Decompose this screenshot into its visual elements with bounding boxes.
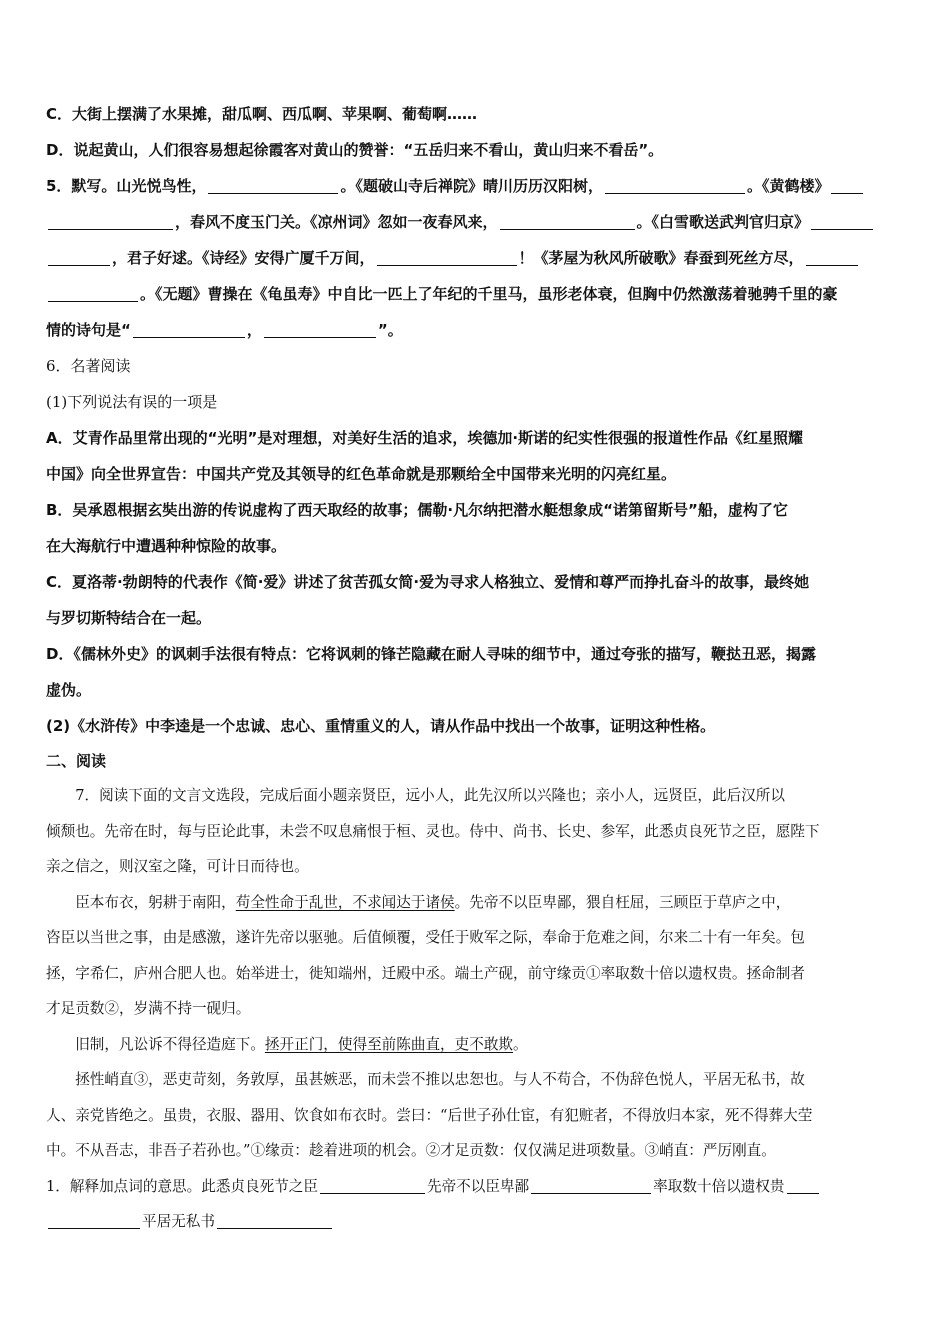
q5-text: ， — [246, 321, 262, 339]
q5-text: 。《无题》曹操在《龟虽寿》中自比一匹上了年纪的千里马，虽形老体衰，但胸中仍然激荡着驰骋千里的豪 — [140, 285, 838, 303]
section-title: 二、阅读 — [46, 752, 107, 770]
q5-line-1 — [46, 168, 908, 204]
q4-option-d: D．说起黄山，人们很容易想起徐霞客对黄山的赞誉：“五岳归来不看山，黄山归来不看岳”。 — [46, 141, 664, 159]
q6-option-c-line-1: C．夏洛蒂·勃朗特的代表作《简·爱》讲述了贫苦孤女简·爱为寻求人格独立、爱情和尊严而挣扎奋斗的故事，最终她 — [46, 573, 810, 591]
q5-line-3 — [46, 240, 908, 276]
q5-text: ”。 — [377, 321, 403, 339]
q5-text: 5．默写。山光悦鸟性， — [46, 177, 207, 195]
answer-blank[interactable] — [531, 1178, 651, 1194]
q6-option-c-line-2: 与罗切斯特结合在一起。 — [46, 609, 212, 627]
q5-text: ，春风不度玉门关。《凉州词》忽如一夜春风来， — [175, 213, 498, 231]
q6-option-b-line-2: 在大海航行中遭遇种种惊险的故事。 — [46, 537, 287, 555]
q5-text: 。《白雪歌送武判官归京》 — [636, 213, 810, 231]
passage-3-line-1 — [46, 1027, 908, 1063]
q5-line-5 — [46, 312, 908, 348]
passage-4-line-2: 人、亲党皆绝之。虽贵，衣服、器用、饮食如布衣时。尝曰：“后世子孙仕宦，有犯赃者，不得放归本家，死不得葬大茔 — [46, 1106, 813, 1124]
question-text: 先帝不以臣卑鄙 — [426, 1177, 530, 1195]
answer-blank[interactable] — [806, 250, 858, 266]
answer-blank[interactable] — [831, 178, 863, 194]
passage-2-line-2: 咨臣以当世之事，由是感激，遂许先帝以驱驰。后值倾覆，受任于败军之际，奉命于危难之间，尔来二十有一年矣。包 — [46, 929, 805, 946]
answer-blank[interactable] — [48, 286, 138, 302]
q4-option-c: C．大街上摆满了水果摊，甜瓜啊、西瓜啊、苹果啊、葡萄啊…… — [46, 105, 478, 123]
passage-text: 。 — [513, 1035, 528, 1053]
q5-line-2 — [46, 204, 908, 240]
exam-page — [46, 96, 908, 1240]
q7-1-line-1 — [46, 1169, 908, 1205]
passage-text: 臣本布衣，躬耕于南阳， — [75, 893, 236, 911]
answer-blank[interactable] — [320, 1178, 425, 1194]
q6-option-b-line-1: B．吴承恩根据玄奘出游的传说虚构了西天取经的故事；儒勒·凡尔纳把潜水艇想象成“诺第留斯号”船，虚构了它 — [46, 501, 788, 519]
q7-line-2: 倾颓也。先帝在时，每与臣论此事，未尝不叹息痛恨于桓、灵也。侍中、尚书、长史、参军，此悉贞良死节之臣，愿陛下 — [46, 822, 820, 840]
q6-option-d-line-2: 虚伪。 — [46, 681, 92, 699]
passage-2-line-3: 拯，字希仁，庐州合肥人也。始举进士，徙知端州，迁殿中丞。端土产砚，前守缘贡①率取数十倍以遗权贵。拯命制者 — [46, 964, 805, 982]
answer-blank[interactable] — [48, 250, 110, 266]
q7-line-3: 亲之信之，则汉室之隆，可计日而待也。 — [46, 858, 309, 875]
q7-line-1: 7．阅读下面的文言文选段，完成后面小题亲贤臣，远小人，此先汉所以兴隆也；亲小人，远贤臣，此后汉所以 — [75, 787, 785, 804]
q6-option-d-line-1: D．《儒林外史》的讽刺手法很有特点：它将讽刺的锋芒隐藏在耐人寻味的细节中，通过夸张的描写，鞭挞丑恶，揭露 — [46, 645, 816, 663]
q6-subquestion-1: (1)下列说法有误的一项是 — [46, 393, 218, 411]
passage-text: 。先帝不以臣卑鄙，猥自枉屈，三顾臣于草庐之中， — [454, 893, 791, 911]
answer-blank[interactable] — [377, 250, 517, 266]
answer-blank[interactable] — [208, 178, 338, 194]
q6-title: 6．名著阅读 — [46, 357, 131, 375]
passage-4-line-1: 拯性峭直③，恶吏苛刻，务敦厚，虽甚嫉恶，而未尝不推以忠恕也。与人不苟合，不伪辞色悦人，平居无私书，故 — [75, 1071, 805, 1088]
question-text: 率取数十倍以遗权贵 — [653, 1177, 785, 1195]
answer-blank[interactable] — [787, 1178, 819, 1194]
answer-blank[interactable] — [133, 322, 245, 338]
passage-text: 旧制，凡讼诉不得径造庭下。 — [75, 1035, 265, 1053]
answer-blank[interactable] — [48, 214, 173, 230]
passage-2-line-1 — [46, 885, 908, 921]
passage-4-line-3: 中。不从吾志，非吾子若孙也。”①缘贡：趁着进项的机会。②才足贡数：仅仅满足进项数量。③峭直：严厉刚直。 — [46, 1142, 776, 1159]
q5-line-4 — [46, 276, 908, 312]
answer-blank[interactable] — [48, 1213, 140, 1229]
underlined-sentence: 拯开正门，使得至前陈曲直，吏不敢欺 — [264, 1035, 514, 1053]
q6-subquestion-2: (2)《水浒传》中李逵是一个忠诚、忠心、重情重义的人，请从作品中找出一个故事，证明这种性格。 — [46, 717, 716, 735]
q5-text: ！《茅屋为秋风所破歌》春蚕到死丝方尽， — [518, 249, 804, 267]
underlined-sentence: 苟全性命于乱世，不求闻达于诸侯 — [235, 893, 455, 911]
passage-2-line-4: 才足贡数②，岁满不持一砚归。 — [46, 1000, 251, 1017]
question-text: 平居无私书 — [142, 1213, 215, 1230]
answer-blank[interactable] — [811, 214, 873, 230]
answer-blank[interactable] — [217, 1213, 332, 1229]
q5-text: 。《黄鹤楼》 — [746, 177, 830, 195]
q5-text: ，君子好逑。《诗经》安得广厦千万间， — [112, 249, 375, 267]
q5-text: 情的诗句是“ — [46, 321, 131, 339]
q7-1-line-2 — [46, 1204, 908, 1240]
q6-option-a-line-1: A．艾青作品里常出现的“光明”是对理想，对美好生活的追求，埃德加·斯诺的纪实性很强的报道性作品《红星照耀 — [46, 429, 804, 447]
answer-blank[interactable] — [605, 178, 745, 194]
q5-text: 。《题破山寺后禅院》晴川历历汉阳树， — [340, 177, 603, 195]
answer-blank[interactable] — [264, 322, 376, 338]
answer-blank[interactable] — [500, 214, 635, 230]
q6-option-a-line-2: 中国》向全世界宣告：中国共产党及其领导的红色革命就是那颗给全中国带来光明的闪亮红星。 — [46, 465, 677, 483]
question-text: 1．解释加点词的意思。此悉贞良死节之臣 — [46, 1177, 318, 1195]
